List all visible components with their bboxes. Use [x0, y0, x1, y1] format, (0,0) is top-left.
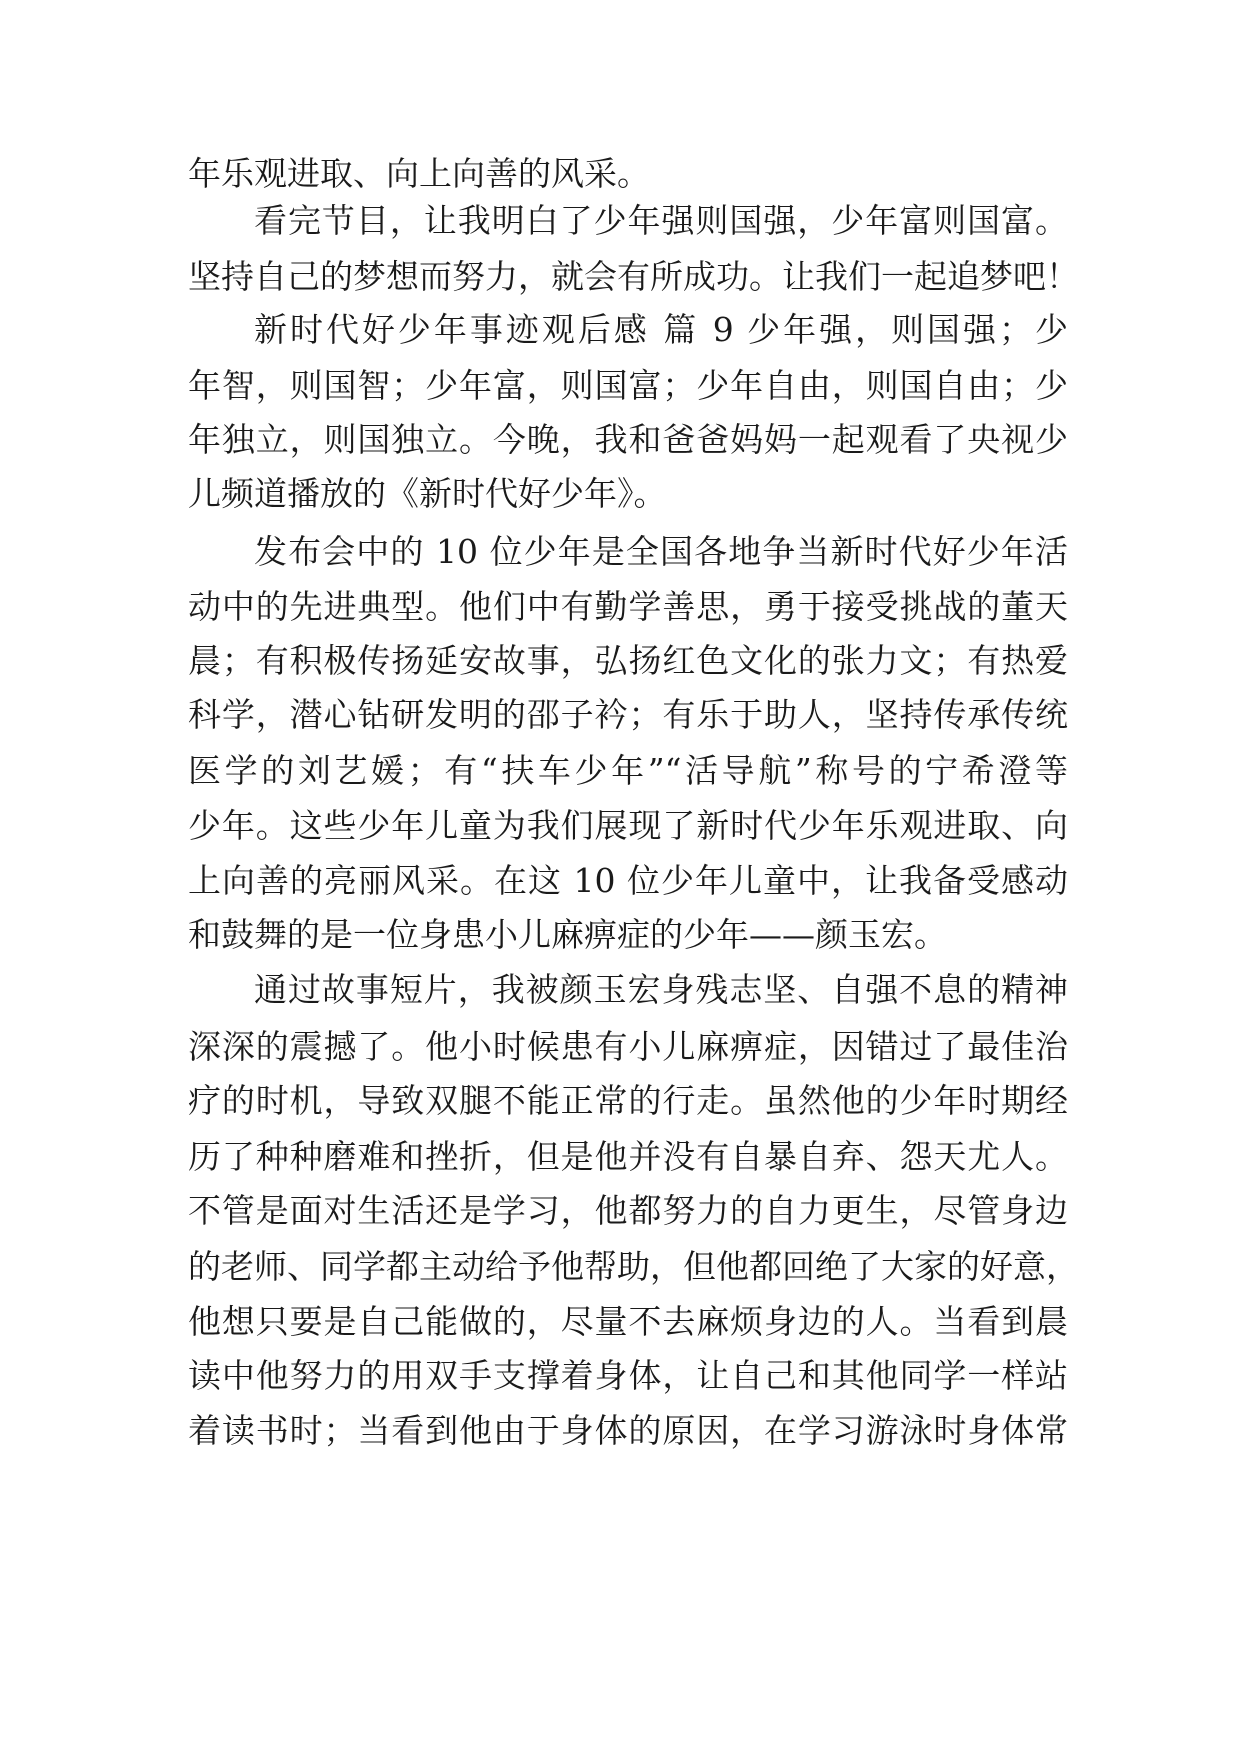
text-line: 历了种种磨难和挫折，但是他并没有自暴自弃、怨天尤人。 [188, 1137, 1068, 1176]
text-line: 医学的刘艺媛；有“扶车少年”“活导航”称号的宁希澄等 [188, 751, 1068, 790]
text-line: 他想只要是自己能做的，尽量不去麻烦身边的人。当看到晨 [188, 1302, 1068, 1341]
text-line: 着读书时；当看到他由于身体的原因，在学习游泳时身体常 [188, 1411, 1068, 1450]
text-line: 不管是面对生活还是学习，他都努力的自力更生，尽管身边 [188, 1191, 1068, 1230]
text-line: 坚持自己的梦想而努力，就会有所成功。让我们一起追梦吧！ [188, 257, 1079, 296]
text-line: 新时代好少年事迹观后感 篇 9 少年强，则国强；少 [254, 310, 1068, 349]
text-line: 儿频道播放的《新时代好少年》。 [188, 474, 667, 513]
text-line: 看完节目，让我明白了少年强则国强，少年富则国富。 [254, 201, 1068, 240]
text-line: 和鼓舞的是一位身患小儿麻痹症的少年——颜玉宏。 [188, 915, 947, 954]
text-line: 发布会中的 10 位少年是全国各地争当新时代好少年活 [254, 532, 1068, 571]
text-line: 科学，潜心钻研发明的邵子衿；有乐于助人，坚持传承传统 [188, 695, 1068, 734]
text-line: 动中的先进典型。他们中有勤学善思，勇于接受挑战的董天 [188, 587, 1068, 626]
text-line: 深深的震撼了。他小时候患有小儿麻痹症，因错过了最佳治 [188, 1027, 1068, 1066]
text-line: 读中他努力的用双手支撑着身体，让自己和其他同学一样站 [188, 1356, 1068, 1395]
text-line: 上向善的亮丽风采。在这 10 位少年儿童中，让我备受感动 [188, 861, 1068, 900]
text-line: 晨；有积极传扬延安故事，弘扬红色文化的张力文；有热爱 [188, 641, 1068, 680]
text-line: 少年。这些少年儿童为我们展现了新时代少年乐观进取、向 [188, 806, 1068, 845]
text-line: 疗的时机，导致双腿不能正常的行走。虽然他的少年时期经 [188, 1081, 1068, 1120]
text-line: 通过故事短片，我被颜玉宏身残志坚、自强不息的精神 [254, 970, 1068, 1009]
text-line: 的老师、同学都主动给予他帮助，但他都回绝了大家的好意， [188, 1247, 1079, 1286]
text-line: 年乐观进取、向上向善的风采。 [188, 154, 650, 193]
text-line: 年智，则国智；少年富，则国富；少年自由，则国自由；少 [188, 366, 1068, 405]
text-line: 年独立，则国独立。今晚，我和爸爸妈妈一起观看了央视少 [188, 420, 1068, 459]
